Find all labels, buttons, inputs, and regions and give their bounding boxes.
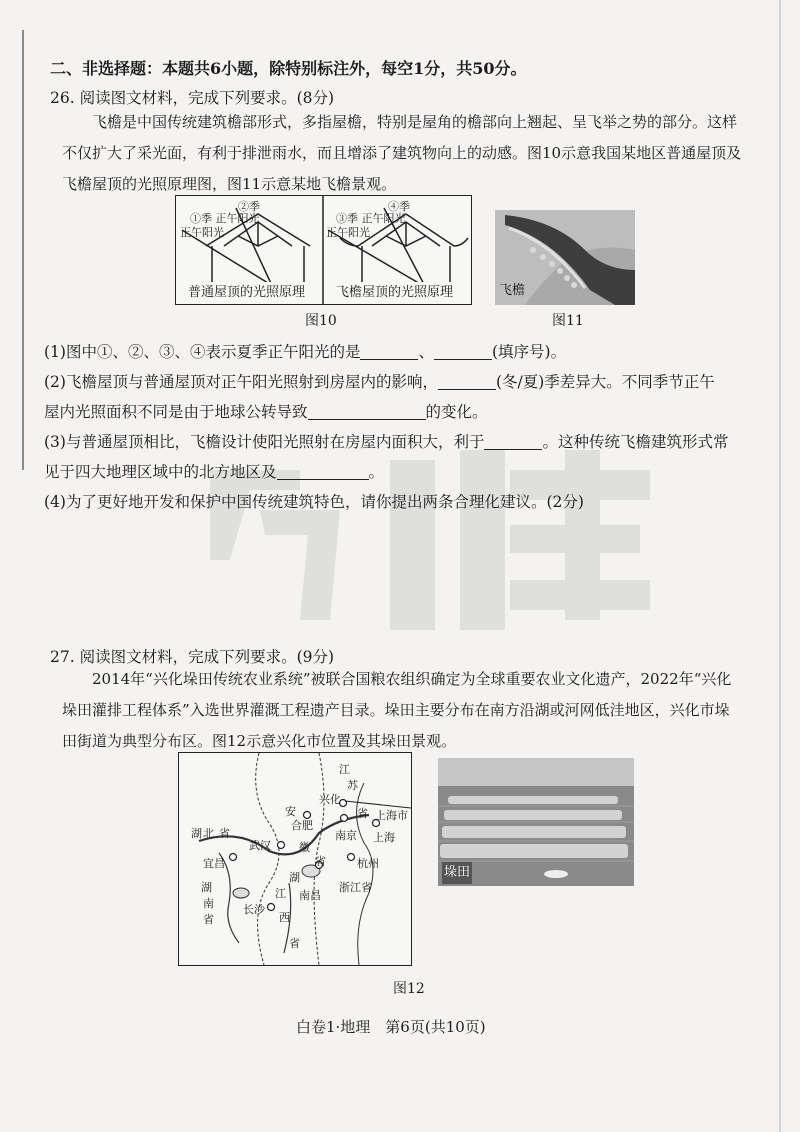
map-label: 省 [219,827,230,840]
map-label-shanghai: 上海 [373,831,395,844]
map-label: 省 [315,855,326,868]
xinghua-location-map [178,752,412,966]
map-label: 湖 [289,871,300,884]
answer-blank[interactable] [484,433,542,450]
flying-eave-caption: 飞檐屋顶的光照原理 [336,282,453,304]
noon-sun-label-left: 正午阳光 [180,226,224,239]
season-3-label: ③季 正午阳光 [336,212,406,225]
figure-12-caption: 图12 [393,981,425,997]
map-label: 省 [357,807,368,820]
map-label: 江 [275,887,286,900]
answer-blank[interactable] [308,403,426,420]
map-label-yichang: 宜昌 [203,857,225,870]
map-label: 省 [203,913,214,926]
figure-10 [175,195,472,305]
answer-blank[interactable] [438,373,496,390]
map-label-hefei: 合肥 [291,819,313,832]
margin-rule [22,30,24,470]
answer-blank[interactable] [434,343,492,360]
map-label: 苏 [347,779,358,792]
season-4-label: ④季 [388,200,410,213]
q26-intro: 飞檐是中国传统建筑檐部形式，多指屋檐，特别是屋角的檐部向上翘起、呈飞举之势的部分。这样不仅扩大了采光面，有利于排泄雨水，而且增添了建筑物向上的动感。图10示意我国某地区普通屋顶及飞檐屋顶的光照原理图，图11示意某地飞檐景观。 [62,113,742,193]
q26-sub2-line1: (2)飞檐屋顶与普通屋顶对正午阳光照射到房屋内的影响， (冬/夏)季差异大。不同季节正午 [44,373,715,391]
map-label: 徽 [299,841,310,854]
map-label: 上海市 [375,809,408,822]
q26-sub3-line1: (3)与普通屋顶相比，飞檐设计使阳光照射在房屋内面积大，利于 。这种传统飞檐建筑形式常 [44,433,729,451]
map-label-hangzhou: 杭州 [357,857,379,870]
map-label-nanchang: 南昌 [299,889,321,902]
answer-blank[interactable] [360,343,418,360]
normal-roof-caption: 普通屋顶的光照原理 [188,282,305,304]
map-label: 湖 [201,881,212,894]
q26-sub3-line2: 见于四大地理区域中的北方地区及 。 [44,463,385,481]
map-label-changsha: 长沙 [243,903,265,916]
map-label: 西 [279,911,290,924]
q27-title: 27. 阅读图文材料，完成下列要求。(9分) [50,648,335,666]
q26-sub1: (1)图中①、②、③、④表示夏季正午阳光的是 、 (填序号)。 [44,343,567,361]
page-edge-rule [779,0,781,1132]
q26-sub4: (4)为了更好地开发和保护中国传统建筑特色，请你提出两条合理化建议。(2分) [44,493,584,511]
page-footer: 白卷1·地理 第6页(共10页) [296,1018,486,1036]
q26-sub2-line2: 屋内光照面积不同是由于地球公转导致 的变化。 [44,403,488,421]
duotian-photo-label: 垛田 [442,862,472,884]
map-label: 南 [203,897,214,910]
flying-eave-photo-label: 飞檐 [499,283,526,298]
map-label-xinghua: 兴化 [319,793,341,806]
duotian-photo [438,758,634,886]
figure-10-caption: 图10 [305,313,337,329]
season-1-label: ①季 正午阳光 [190,212,260,225]
noon-sun-label-right: 正午阳光 [326,226,370,239]
map-label: 浙江省 [339,881,372,894]
map-label: 北 [203,827,214,840]
map-label: 湖 [191,827,202,840]
section-header: 二、非选择题：本题共6小题，除特别标注外，每空1分，共50分。 [50,59,527,78]
flying-eave-photo [495,210,635,305]
figure-11-caption: 图11 [552,313,584,329]
season-2-label: ②季 [238,200,260,213]
map-label: 省 [289,937,300,950]
map-label: 安 [285,805,296,818]
q26-title: 26. 阅读图文材料，完成下列要求。(8分) [50,89,335,107]
answer-blank[interactable] [277,463,369,480]
map-label: 江 [339,763,350,776]
map-label-nanjing: 南京 [335,829,357,842]
map-label-wuhan: 武汉 [249,839,271,852]
q27-intro: 2014年“兴化垛田传统农业系统”被联合国粮农组织确定为全球重要农业文化遗产，2022年“兴化垛田灌排工程体系”入选世界灌溉工程遗产目录。垛田主要分布在南方沿湖或河网低洼地区，兴化市垛田街道为典型分布区。图12示意兴化市位置及其垛田景观。 [62,670,732,750]
